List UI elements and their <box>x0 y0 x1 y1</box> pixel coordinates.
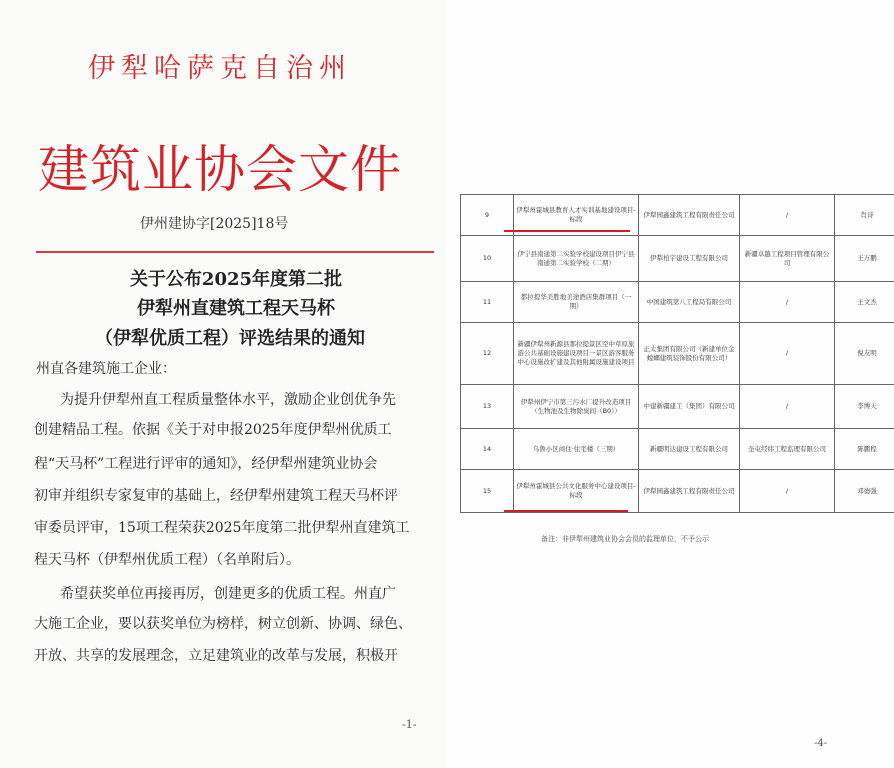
project-manager: 王万鹏 <box>835 236 894 282</box>
table-row <box>461 236 894 282</box>
body-line: 创建精品工程。依据《关于对申报2025年度伊犁州优质工 <box>34 422 392 438</box>
salutation: 州直各建筑施工企业： <box>36 361 176 377</box>
supervision-unit: / <box>740 385 835 429</box>
notice-title-line-2: 伊犁州直建筑工程天马杯 <box>137 298 335 319</box>
header-divider <box>36 251 434 253</box>
row-number: 14 <box>461 429 514 470</box>
construction-unit: 正太集团有限公司（新建单位金螳螂建筑装饰股份有限公司） <box>639 323 740 385</box>
row-number: 11 <box>461 282 514 323</box>
notice-title-line-3: （伊犁优质工程）评选结果的通知 <box>95 328 365 349</box>
project-name: 新疆伊犁州新源县那拉提景区空中草原旅游公共基础设施建设项目一景区游客服务中心设施改扩建及其他附属设施建设项目 <box>514 323 639 385</box>
row-number: 12 <box>461 323 514 385</box>
project-name: 伊宁县南通第二实验学校建设项目伊宁县南通第二实验学校（二期） <box>514 236 639 282</box>
supervision-unit: / <box>740 195 835 236</box>
table-footnote: 备注：非伊犁州建筑业协会会员的监理单位，不予公示 <box>541 535 709 543</box>
issuing-org-region: 伊犁哈萨克自治州 <box>88 53 352 84</box>
construction-unit: 伊犁园鑫建筑工程有限责任公司 <box>639 470 740 513</box>
page-number-right: -4- <box>814 738 828 749</box>
row-number: 10 <box>461 236 514 282</box>
page-number-left: -1- <box>402 718 417 731</box>
project-name: 乌鲁小区商住·住宅楼（三期） <box>514 429 639 470</box>
body-line: 希望获奖单位再接再厉，创建更多的优质工程。州直广 <box>60 586 396 602</box>
document-number: 伊州建协字[2025]18号 <box>140 216 289 232</box>
supervision-unit: 奎屯经纬工程监理有限公司 <box>740 429 835 470</box>
project-name: 伊犁州霍城县教育人才实训基地建设项目-标段 <box>514 195 639 236</box>
project-manager: 王文杰 <box>835 282 894 323</box>
table-row <box>461 282 894 323</box>
document-page-right <box>446 0 894 768</box>
results-table <box>460 194 894 513</box>
body-line: 开放、共享的发展理念，立足建筑业的改革与发展，积极开 <box>34 648 398 664</box>
table-row <box>461 429 894 470</box>
issuing-org-name: 建筑业协会文件 <box>38 141 403 200</box>
table-row <box>461 470 894 513</box>
supervision-unit: / <box>740 470 835 513</box>
project-manager: 李博天 <box>835 385 894 429</box>
project-name: 都拉提华美胜地美途酒店集群项目（一期） <box>514 282 639 323</box>
document-page-left <box>0 0 445 768</box>
project-manager: 陈鹏程 <box>835 429 894 470</box>
red-underline-annotation <box>504 230 630 232</box>
supervision-unit: 新疆卓越工程项目管理有限公司 <box>740 236 835 282</box>
project-manager: 邓德强 <box>835 470 894 513</box>
construction-unit: 新疆明达建设工程有限公司 <box>639 429 740 470</box>
body-line: 程天马杯（伊犁州优质工程）（名单附后）。 <box>34 552 300 568</box>
supervision-unit: / <box>740 323 835 385</box>
body-line: 初审并组织专家复审的基础上，经伊犁州建筑工程天马杯评 <box>34 488 398 504</box>
table-row <box>461 385 894 429</box>
row-number: 13 <box>461 385 514 429</box>
body-line: 程“天马杯”工程进行评审的通知》，经伊犁州建筑业协会 <box>34 456 378 472</box>
row-number: 15 <box>461 470 514 513</box>
project-name: 伊犁州霍城县公共文化服务中心建设项目-标段 <box>514 470 639 513</box>
project-manager: 倪友明 <box>835 323 894 385</box>
body-line: 大施工企业，要以获奖单位为榜样，树立创新、协调、绿色、 <box>34 616 412 632</box>
project-name: 伊犁州伊宁市第三污水厂提升改造项目（生物池及生物除臭间（B0）） <box>514 385 639 429</box>
notice-title-line-1: 关于公布2025年度第二批 <box>129 269 343 290</box>
supervision-unit: / <box>740 282 835 323</box>
project-manager: 肖诗 <box>835 195 894 236</box>
body-line: 审委员评审，15项工程荣获2025年度第二批伊犁州直建筑工 <box>34 520 410 536</box>
construction-unit: 中国建筑第八工程局有限公司 <box>639 282 740 323</box>
table-row <box>461 323 894 385</box>
construction-unit: 伊犁柏宇建设工程有限公司 <box>639 236 740 282</box>
row-number: 9 <box>461 195 514 236</box>
construction-unit: 伊犁园鑫建筑工程有限责任公司 <box>639 195 740 236</box>
body-line: 为提升伊犁州直工程质量整体水平，激励企业创优争先 <box>60 392 396 408</box>
construction-unit: 中建新疆建工（集团）有限公司 <box>639 385 740 429</box>
red-underline-annotation <box>504 510 628 512</box>
